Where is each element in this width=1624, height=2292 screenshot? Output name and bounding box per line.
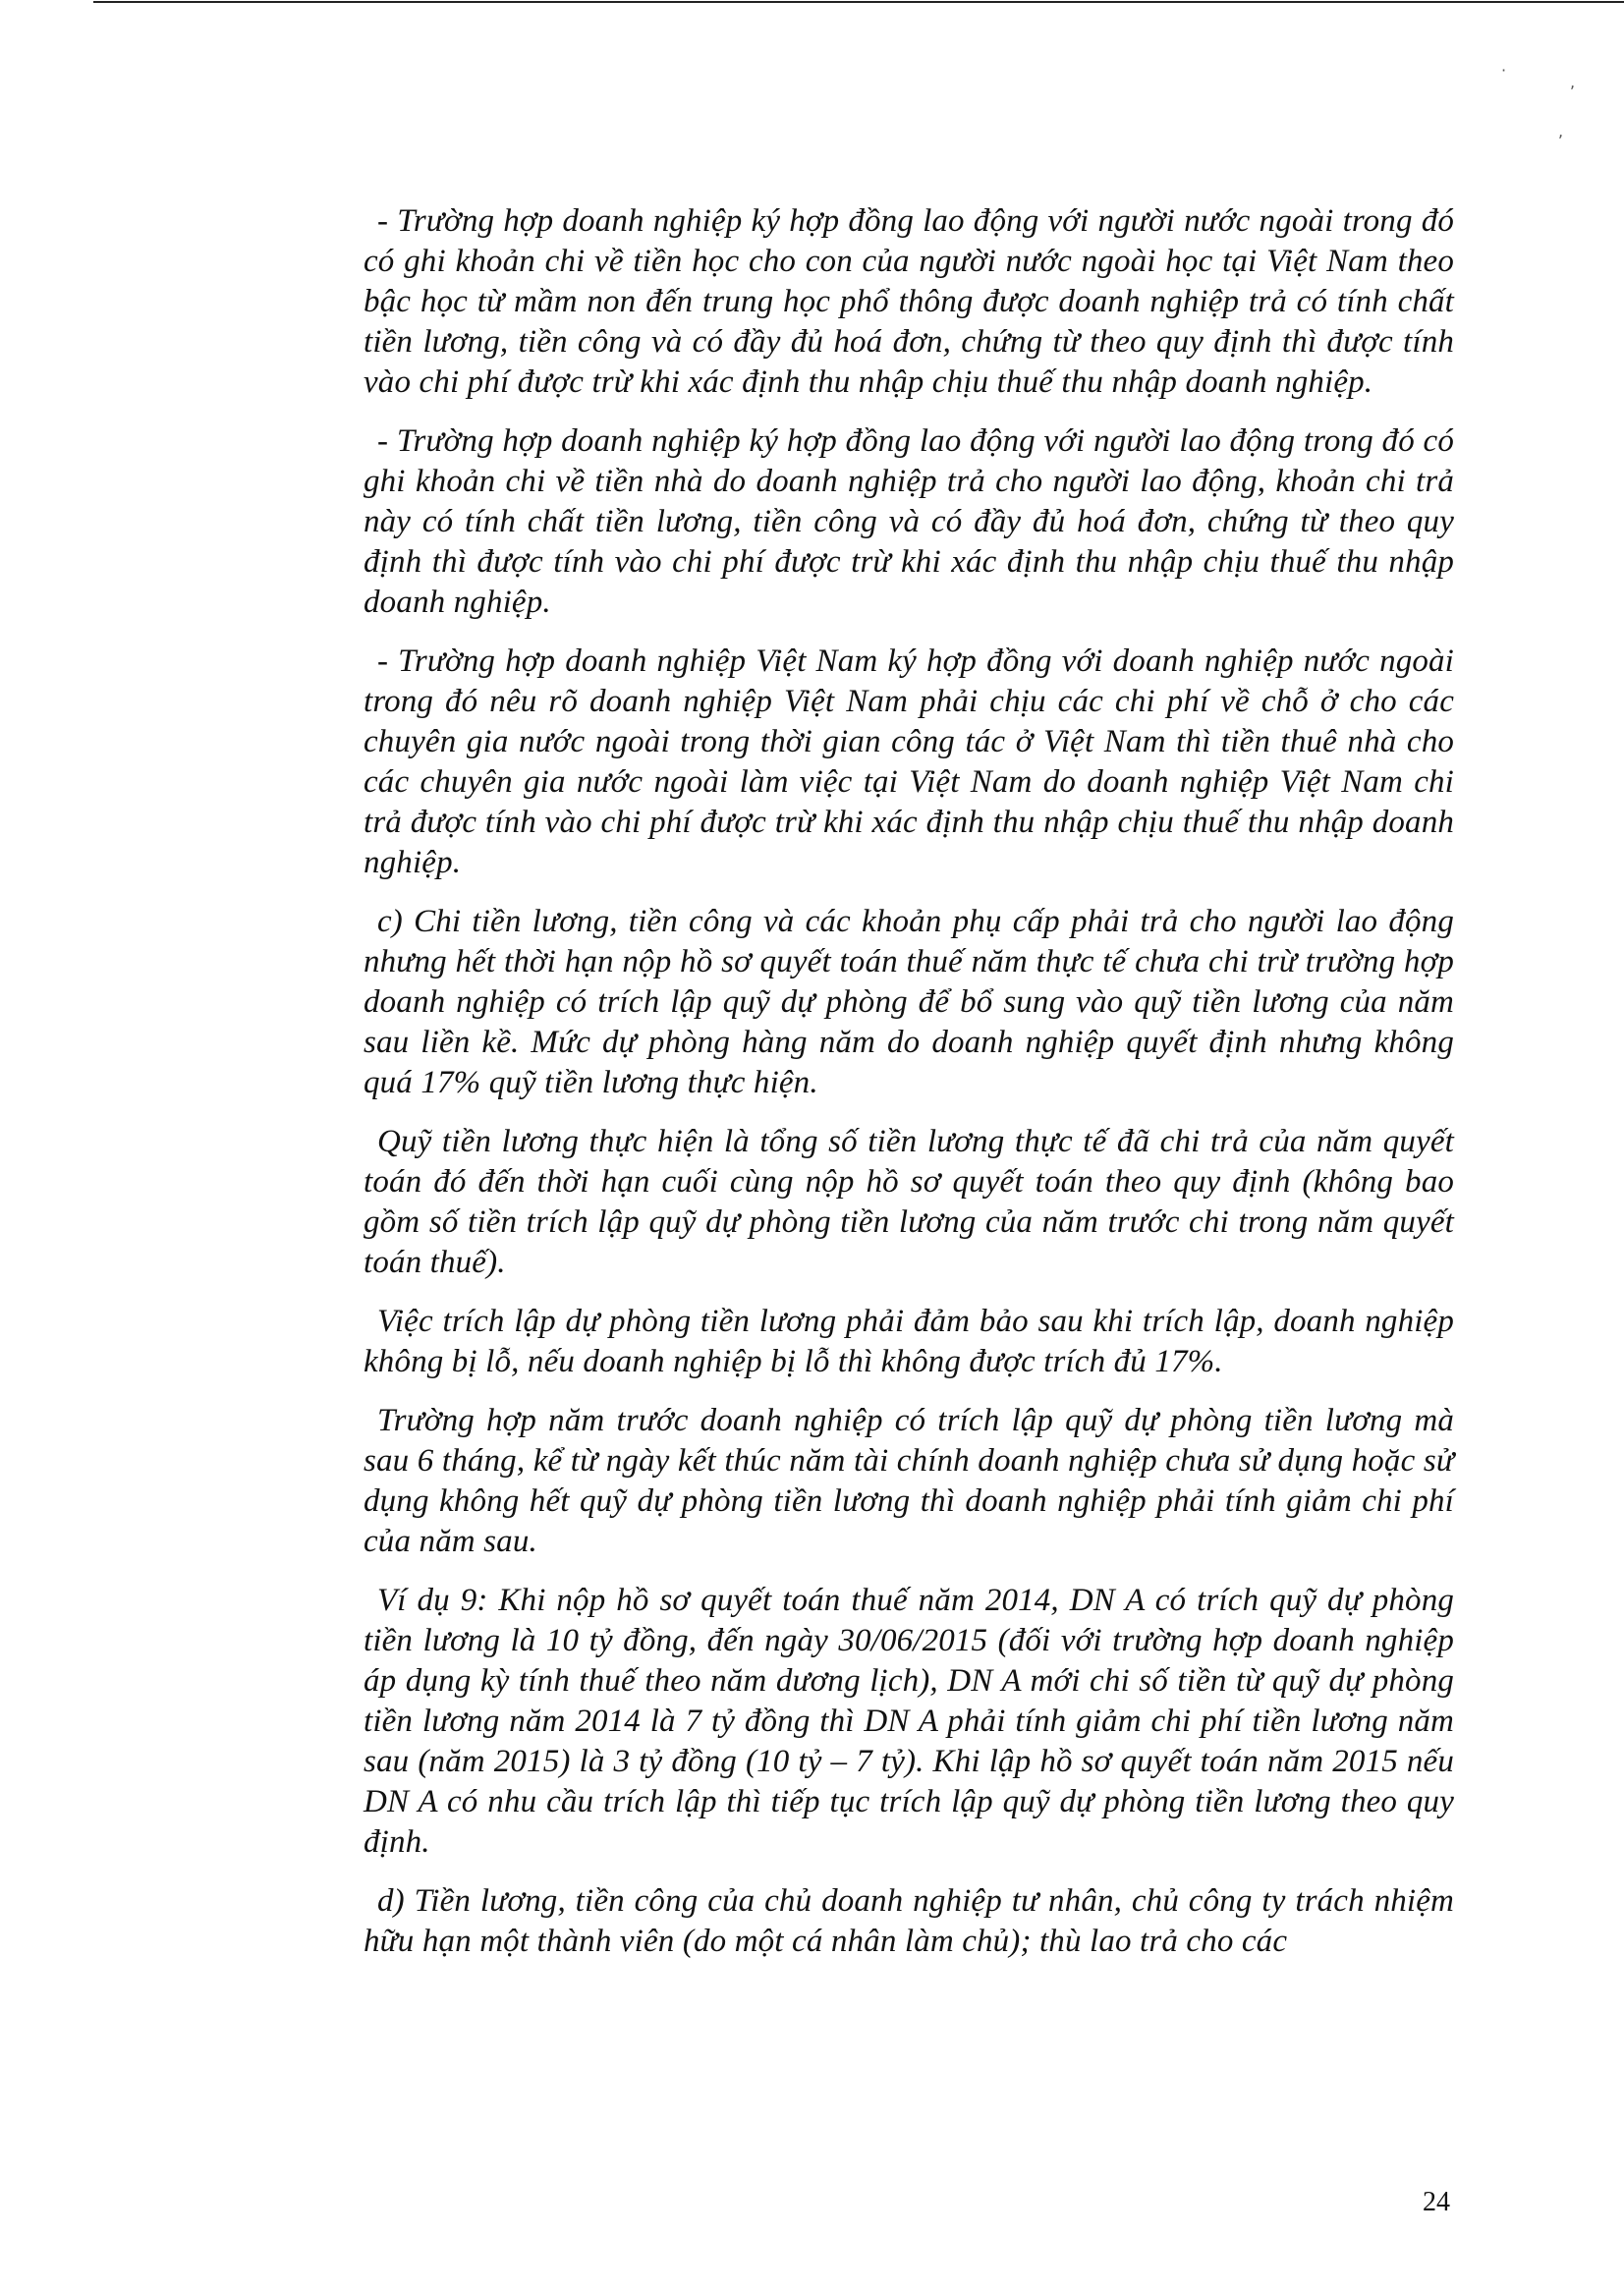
paragraph-unused-reserve: Trường hợp năm trước doanh nghiệp có trích lập quỹ dự phòng tiền lương mà sau 6 tháng, kể từ ngày kết thúc năm tài chính doanh nghiệp chưa sử dụng hoặc sử dụng không hết quỹ dự phòng tiền lương thì doanh nghiệp phải tính giảm chi phí của năm sau. [364,1403,1454,1559]
paragraph-c-salary-reserve: c) Chi tiền lương, tiền công và các khoản phụ cấp phải trả cho người lao động nhưng hết thời hạn nộp hồ sơ quyết toán thuế năm thực tế chưa chi trừ trường hợp doanh nghiệp có trích lập quỹ dự phòng để bổ sung vào quỹ tiền lương của năm sau liền kề. Mức dự phòng hàng năm do doanh nghiệp quyết định nhưng không quá 17% quỹ tiền lương thực hiện. [364,904,1454,1100]
scan-speck: , [1558,122,1564,140]
document-body [364,201,1454,1981]
paragraph-reserve-no-loss: Việc trích lập dự phòng tiền lương phải đảm bảo sau khi trích lập, doanh nghiệp không bị lỗ, nếu doanh nghiệp bị lỗ thì không được trích đủ 17%. [364,1304,1454,1379]
scan-speck: , [1570,73,1576,91]
scan-speck: · [1501,61,1507,80]
paragraph-d-owner-salary: d) Tiền lương, tiền công của chủ doanh nghiệp tư nhân, chủ công ty trách nhiệm hữu hạn một thành viên (do một cá nhân làm chủ); thù lao trả cho các [364,1883,1454,1959]
paragraph-foreign-expert-housing: - Trường hợp doanh nghiệp Việt Nam ký hợp đồng với doanh nghiệp nước ngoài trong đó nêu rõ doanh nghiệp Việt Nam phải chịu các chi phí về chỗ ở cho các chuyên gia nước ngoài trong thời gian công tác ở Việt Nam thì tiền thuê nhà cho các chuyên gia nước ngoài làm việc tại Việt Nam do doanh nghiệp Việt Nam chi trả được tính vào chi phí được trừ khi xác định thu nhập chịu thuế thu nhập doanh nghiệp. [364,643,1454,880]
paragraph-housing-allowance: - Trường hợp doanh nghiệp ký hợp đồng lao động với người lao động trong đó có ghi khoản chi về tiền nhà do doanh nghiệp trả cho người lao động, khoản chi trả này có tính chất tiền lương, tiền công và có đầy đủ hoá đơn, chứng từ theo quy định thì được tính vào chi phí được trừ khi xác định thu nhập chịu thuế thu nhập doanh nghiệp. [364,423,1454,620]
top-border-line [93,1,1624,3]
paragraph-salary-fund-definition: Quỹ tiền lương thực hiện là tổng số tiền lương thực tế đã chi trả của năm quyết toán đó đến thời hạn cuối cùng nộp hồ sơ quyết toán theo quy định (không bao gồm số tiền trích lập quỹ dự phòng tiền lương của năm trước chi trong năm quyết toán thuế). [364,1124,1454,1280]
paragraph-example-9: Ví dụ 9: Khi nộp hồ sơ quyết toán thuế năm 2014, DN A có trích quỹ dự phòng tiền lương là 10 tỷ đồng, đến ngày 30/06/2015 (đối với trường hợp doanh nghiệp áp dụng kỳ tính thuế theo năm dương lịch), DN A mới chi số tiền từ quỹ dự phòng tiền lương năm 2014 là 7 tỷ đồng thì DN A phải tính giảm chi phí tiền lương năm sau (năm 2015) là 3 tỷ đồng (10 tỷ – 7 tỷ). Khi lập hồ sơ quyết toán năm 2015 nếu DN A có nhu cầu trích lập thì tiếp tục trích lập quỹ dự phòng tiền lương theo quy định. [364,1583,1454,1860]
paragraph-foreign-children-tuition: - Trường hợp doanh nghiệp ký hợp đồng lao động với người nước ngoài trong đó có ghi khoản chi về tiền học cho con của người nước ngoài học tại Việt Nam theo bậc học từ mầm non đến trung học phổ thông được doanh nghiệp trả có tính chất tiền lương, tiền công và có đầy đủ hoá đơn, chứng từ theo quy định thì được tính vào chi phí được trừ khi xác định thu nhập chịu thuế thu nhập doanh nghiệp. [364,203,1454,400]
page-number: 24 [1423,2187,1450,2217]
